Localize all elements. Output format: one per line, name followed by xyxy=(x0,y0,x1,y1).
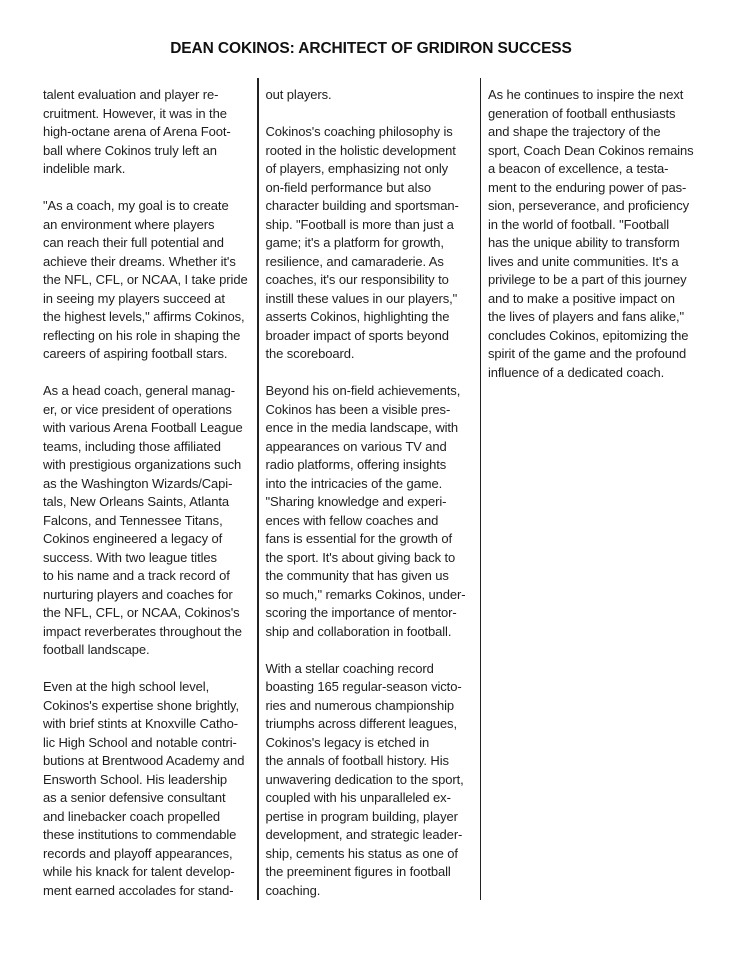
text-line: a beacon of excellence, a testa- xyxy=(488,161,669,176)
text-line: to his name and a track record of xyxy=(43,568,230,583)
text-line: the NFL, CFL, or NCAA, Cokinos's xyxy=(43,605,240,620)
text-line: Beyond his on-field achievements, xyxy=(265,383,461,398)
text-line: these institutions to commendable xyxy=(43,827,237,842)
text-line: spirit of the game and the profound xyxy=(488,346,687,361)
text-line: football landscape. xyxy=(43,642,150,657)
text-line: Cokinos's legacy is etched in xyxy=(265,734,430,750)
text-line: resilience, and camaraderie. As xyxy=(265,253,444,269)
text-line: generation of football enthusiasts xyxy=(488,105,676,121)
article-column-1 xyxy=(43,78,250,919)
text-line: so much," remarks Cokinos, under- xyxy=(265,586,466,602)
text-line: indelible mark. xyxy=(43,161,126,176)
text-line: the preeminent figures in football xyxy=(265,864,451,879)
column-divider-1 xyxy=(257,78,259,900)
text-line: talent evaluation and player re- xyxy=(43,87,219,102)
text-line: lives and unite communities. It's a xyxy=(488,253,679,269)
paragraph xyxy=(266,382,473,641)
text-line: concludes Cokinos, epitomizing the xyxy=(488,327,689,343)
text-line: fans is essential for the growth of xyxy=(265,531,453,546)
text-line: has the unique ability to transform xyxy=(488,235,680,250)
text-line: achieve their dreams. Whether it's xyxy=(43,253,236,269)
text-line: the annals of football history. His xyxy=(265,753,449,768)
text-line: Ensworth School. His leadership xyxy=(43,771,228,787)
text-line: influence of a dedicated coach. xyxy=(488,364,665,380)
text-line: and linebacker coach propelled xyxy=(43,808,220,824)
text-line: Falcons, and Tennessee Titans, xyxy=(43,512,223,528)
text-line: in seeing my players succeed at xyxy=(43,290,225,306)
text-line: appearances on various TV and xyxy=(265,438,447,454)
paragraph xyxy=(43,86,250,179)
text-line: boasting 165 regular-season victo- xyxy=(265,679,462,694)
text-line: Cokinos engineered a legacy of xyxy=(43,531,223,546)
text-line: ment to the enduring power of pas- xyxy=(488,179,687,195)
text-line: on-field performance but also xyxy=(265,179,431,195)
text-line: coaching. xyxy=(265,882,321,898)
text-line: reflecting on his role in shaping the xyxy=(43,327,241,343)
text-line: ries and numerous championship xyxy=(265,697,454,713)
text-line: Cokinos's coaching philosophy is xyxy=(265,124,453,139)
text-line: into the intricacies of the game. xyxy=(265,475,443,491)
text-line: impact reverberates throughout the xyxy=(43,623,242,639)
text-line: ship, cements his status as one of xyxy=(265,845,458,861)
text-line: privilege to be a part of this journey xyxy=(488,272,687,287)
text-line: "As a coach, my goal is to create xyxy=(43,198,229,213)
paragraph xyxy=(266,660,473,901)
text-line: Even at the high school level, xyxy=(43,679,210,694)
paragraph xyxy=(43,678,250,900)
text-line: With a stellar coaching record xyxy=(265,660,434,676)
text-line: out players. xyxy=(265,87,332,102)
text-line: broader impact of sports beyond xyxy=(265,327,449,343)
text-line: lic High School and notable contri- xyxy=(43,734,237,750)
text-line: unwavering dedication to the sport, xyxy=(265,771,464,787)
text-line: rooted in the holistic development xyxy=(265,142,456,158)
text-line: ball where Cokinos truly left an xyxy=(43,142,217,158)
text-line: er, or vice president of operations xyxy=(43,401,232,417)
paragraph xyxy=(488,86,695,382)
page-title: DEAN COKINOS: ARCHITECT OF GRIDIRON SUCCESS xyxy=(170,40,572,57)
text-line: cruitment. However, it was in the xyxy=(43,105,227,121)
paragraph xyxy=(266,123,473,364)
text-line: scoring the importance of mentor- xyxy=(265,605,457,620)
text-line: asserts Cokinos, highlighting the xyxy=(265,309,450,324)
text-line: tals, New Orleans Saints, Atlanta xyxy=(43,494,230,509)
column-divider-2 xyxy=(480,78,482,900)
text-line: triumphs across different leagues, xyxy=(265,716,457,731)
text-line: with prestigious organizations such xyxy=(43,457,242,472)
text-line: pertise in program building, player xyxy=(265,808,458,824)
text-line: nurturing players and coaches for xyxy=(43,586,233,602)
text-line: instill these values in our players," xyxy=(265,290,458,306)
text-line: the NFL, CFL, or NCAA, I take pride xyxy=(43,272,248,287)
text-line: ment earned accolades for stand- xyxy=(43,882,234,898)
text-line: as a senior defensive consultant xyxy=(43,790,226,805)
text-line: of players, emphasizing not only xyxy=(265,161,449,176)
text-line: in the world of football. "Football xyxy=(488,216,670,232)
text-line: with brief stints at Knoxville Catho- xyxy=(43,716,238,731)
text-line: butions at Brentwood Academy and xyxy=(43,753,245,768)
text-line: careers of aspiring football stars. xyxy=(43,346,228,361)
article-body xyxy=(43,78,695,919)
text-line: can reach their full potential and xyxy=(43,235,224,250)
text-line: character building and sportsman- xyxy=(265,198,459,213)
text-line: coupled with his unparalleled ex- xyxy=(265,790,451,805)
text-line: coaches, it's our responsibility to xyxy=(265,272,449,287)
text-line: As a head coach, general manag- xyxy=(43,383,236,398)
paragraph xyxy=(43,382,250,660)
text-line: the community that has given us xyxy=(265,568,449,583)
text-line: as the Washington Wizards/Capi- xyxy=(43,475,233,491)
paragraph xyxy=(43,197,250,364)
text-line: ences with fellow coaches and xyxy=(265,512,439,528)
text-line: radio platforms, offering insights xyxy=(265,457,447,472)
text-line: success. With two league titles xyxy=(43,549,217,565)
text-line: Cokinos has been a visible pres- xyxy=(265,401,451,417)
text-line: sport, Coach Dean Cokinos remains xyxy=(488,142,694,158)
text-line: while his knack for talent develop- xyxy=(43,864,235,879)
text-line: ship and collaboration in football. xyxy=(265,623,452,639)
text-line: ence in the media landscape, with xyxy=(265,420,459,435)
text-line: teams, including those affiliated xyxy=(43,438,221,454)
text-line: the lives of players and fans alike," xyxy=(488,309,685,324)
text-line: and shape the trajectory of the xyxy=(488,124,661,139)
text-line: the highest levels," affirms Cokinos, xyxy=(43,309,245,324)
text-line: As he continues to inspire the next xyxy=(488,87,684,102)
text-line: Cokinos's expertise shone brightly, xyxy=(43,697,240,713)
text-line: with various Arena Football League xyxy=(43,420,243,435)
text-line: the sport. It's about giving back to xyxy=(265,549,456,565)
text-line: development, and strategic leader- xyxy=(265,827,463,842)
text-line: the scoreboard. xyxy=(265,346,355,361)
text-line: an environment where players xyxy=(43,216,215,232)
text-line: and to make a positive impact on xyxy=(488,290,675,306)
article-column-3 xyxy=(488,78,695,401)
article-column-2 xyxy=(266,78,473,919)
paragraph xyxy=(266,86,473,105)
text-line: "Sharing knowledge and experi- xyxy=(265,494,447,509)
text-line: sion, perseverance, and proficiency xyxy=(488,198,690,213)
text-line: high-octane arena of Arena Foot- xyxy=(43,124,231,139)
text-line: records and playoff appearances, xyxy=(43,845,233,861)
text-line: game; it's a platform for growth, xyxy=(265,235,444,250)
text-line: ship. "Football is more than just a xyxy=(265,216,454,232)
